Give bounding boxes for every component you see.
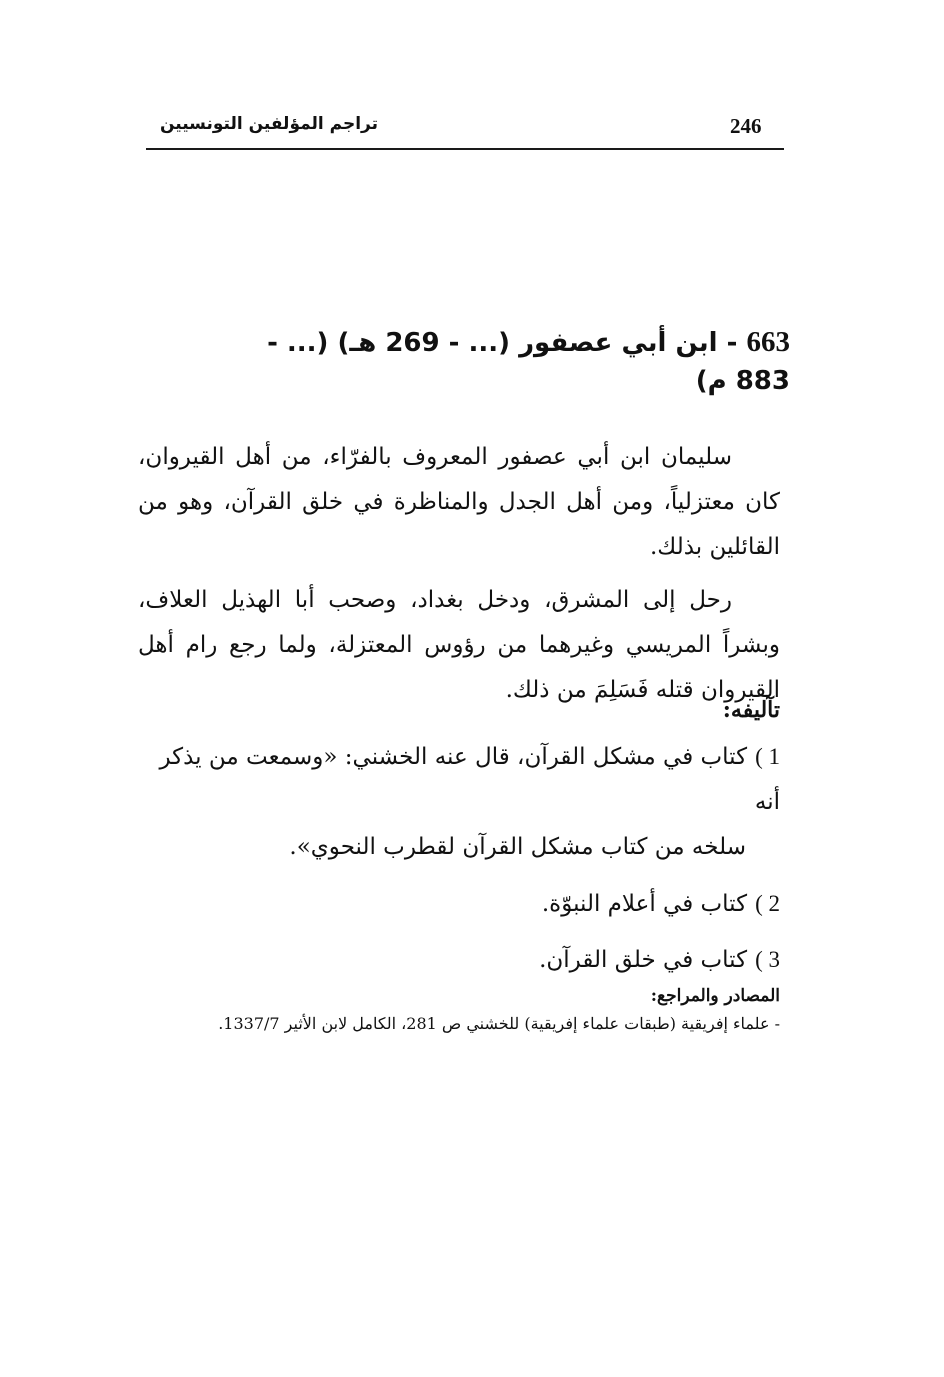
biography-paragraph: رحل إلى المشرق، ودخل بغداد، وصحب أبا الهذيل العلاف، وبشراً المريسي وغيرهما من رؤوس المعتزلة، ولما رجع رام أهل القيروان قتله فَسَلِمَ من ذلك.: [138, 587, 780, 703]
list-item-number: 1 ): [755, 744, 780, 769]
list-item: [138, 882, 780, 927]
list-item: [138, 938, 780, 983]
sources-citation: - علماء إفريقية (طبقات علماء إفريقية) للخشني ص 281، الكامل لابن الأثير 1337/7.: [218, 1014, 780, 1034]
entry-heading: [230, 322, 790, 399]
entry-number: 663: [746, 326, 790, 358]
running-header: [146, 112, 784, 150]
biography-paragraph: سليمان ابن أبي عصفور المعروف بالفرّاء، من أهل القيروان، كان معتزلياً، ومن أهل الجدل والمناظرة في خلق القرآن، وهو من القائلين بذلك.: [138, 444, 780, 560]
works-list: [138, 735, 780, 995]
list-item-text: كتاب في أعلام النبوّة.: [541, 890, 748, 917]
list-item-text: كتاب في مشكل القرآن، قال عنه الخشني: «وسمعت من يذكر أنه: [159, 744, 780, 815]
works-heading: تآليفه:: [722, 697, 780, 723]
list-item-text: كتاب في خلق القرآن.: [539, 947, 748, 974]
entry-title: - ابن أبي عصفور (... - 269 هـ) (... - 883 م): [267, 328, 790, 396]
list-item-continuation: سلخه من كتاب مشكل القرآن لقطرب النحوي».: [289, 833, 746, 860]
page-number: 246: [730, 114, 762, 138]
list-item: [138, 735, 780, 870]
list-item-number: 3 ): [755, 947, 780, 973]
sources-heading: المصادر والمراجع:: [650, 986, 780, 1006]
list-item-number: 2 ): [755, 890, 780, 916]
sources-section: [160, 983, 780, 1037]
running-title: تراجم المؤلفين التونسيين: [160, 114, 378, 134]
